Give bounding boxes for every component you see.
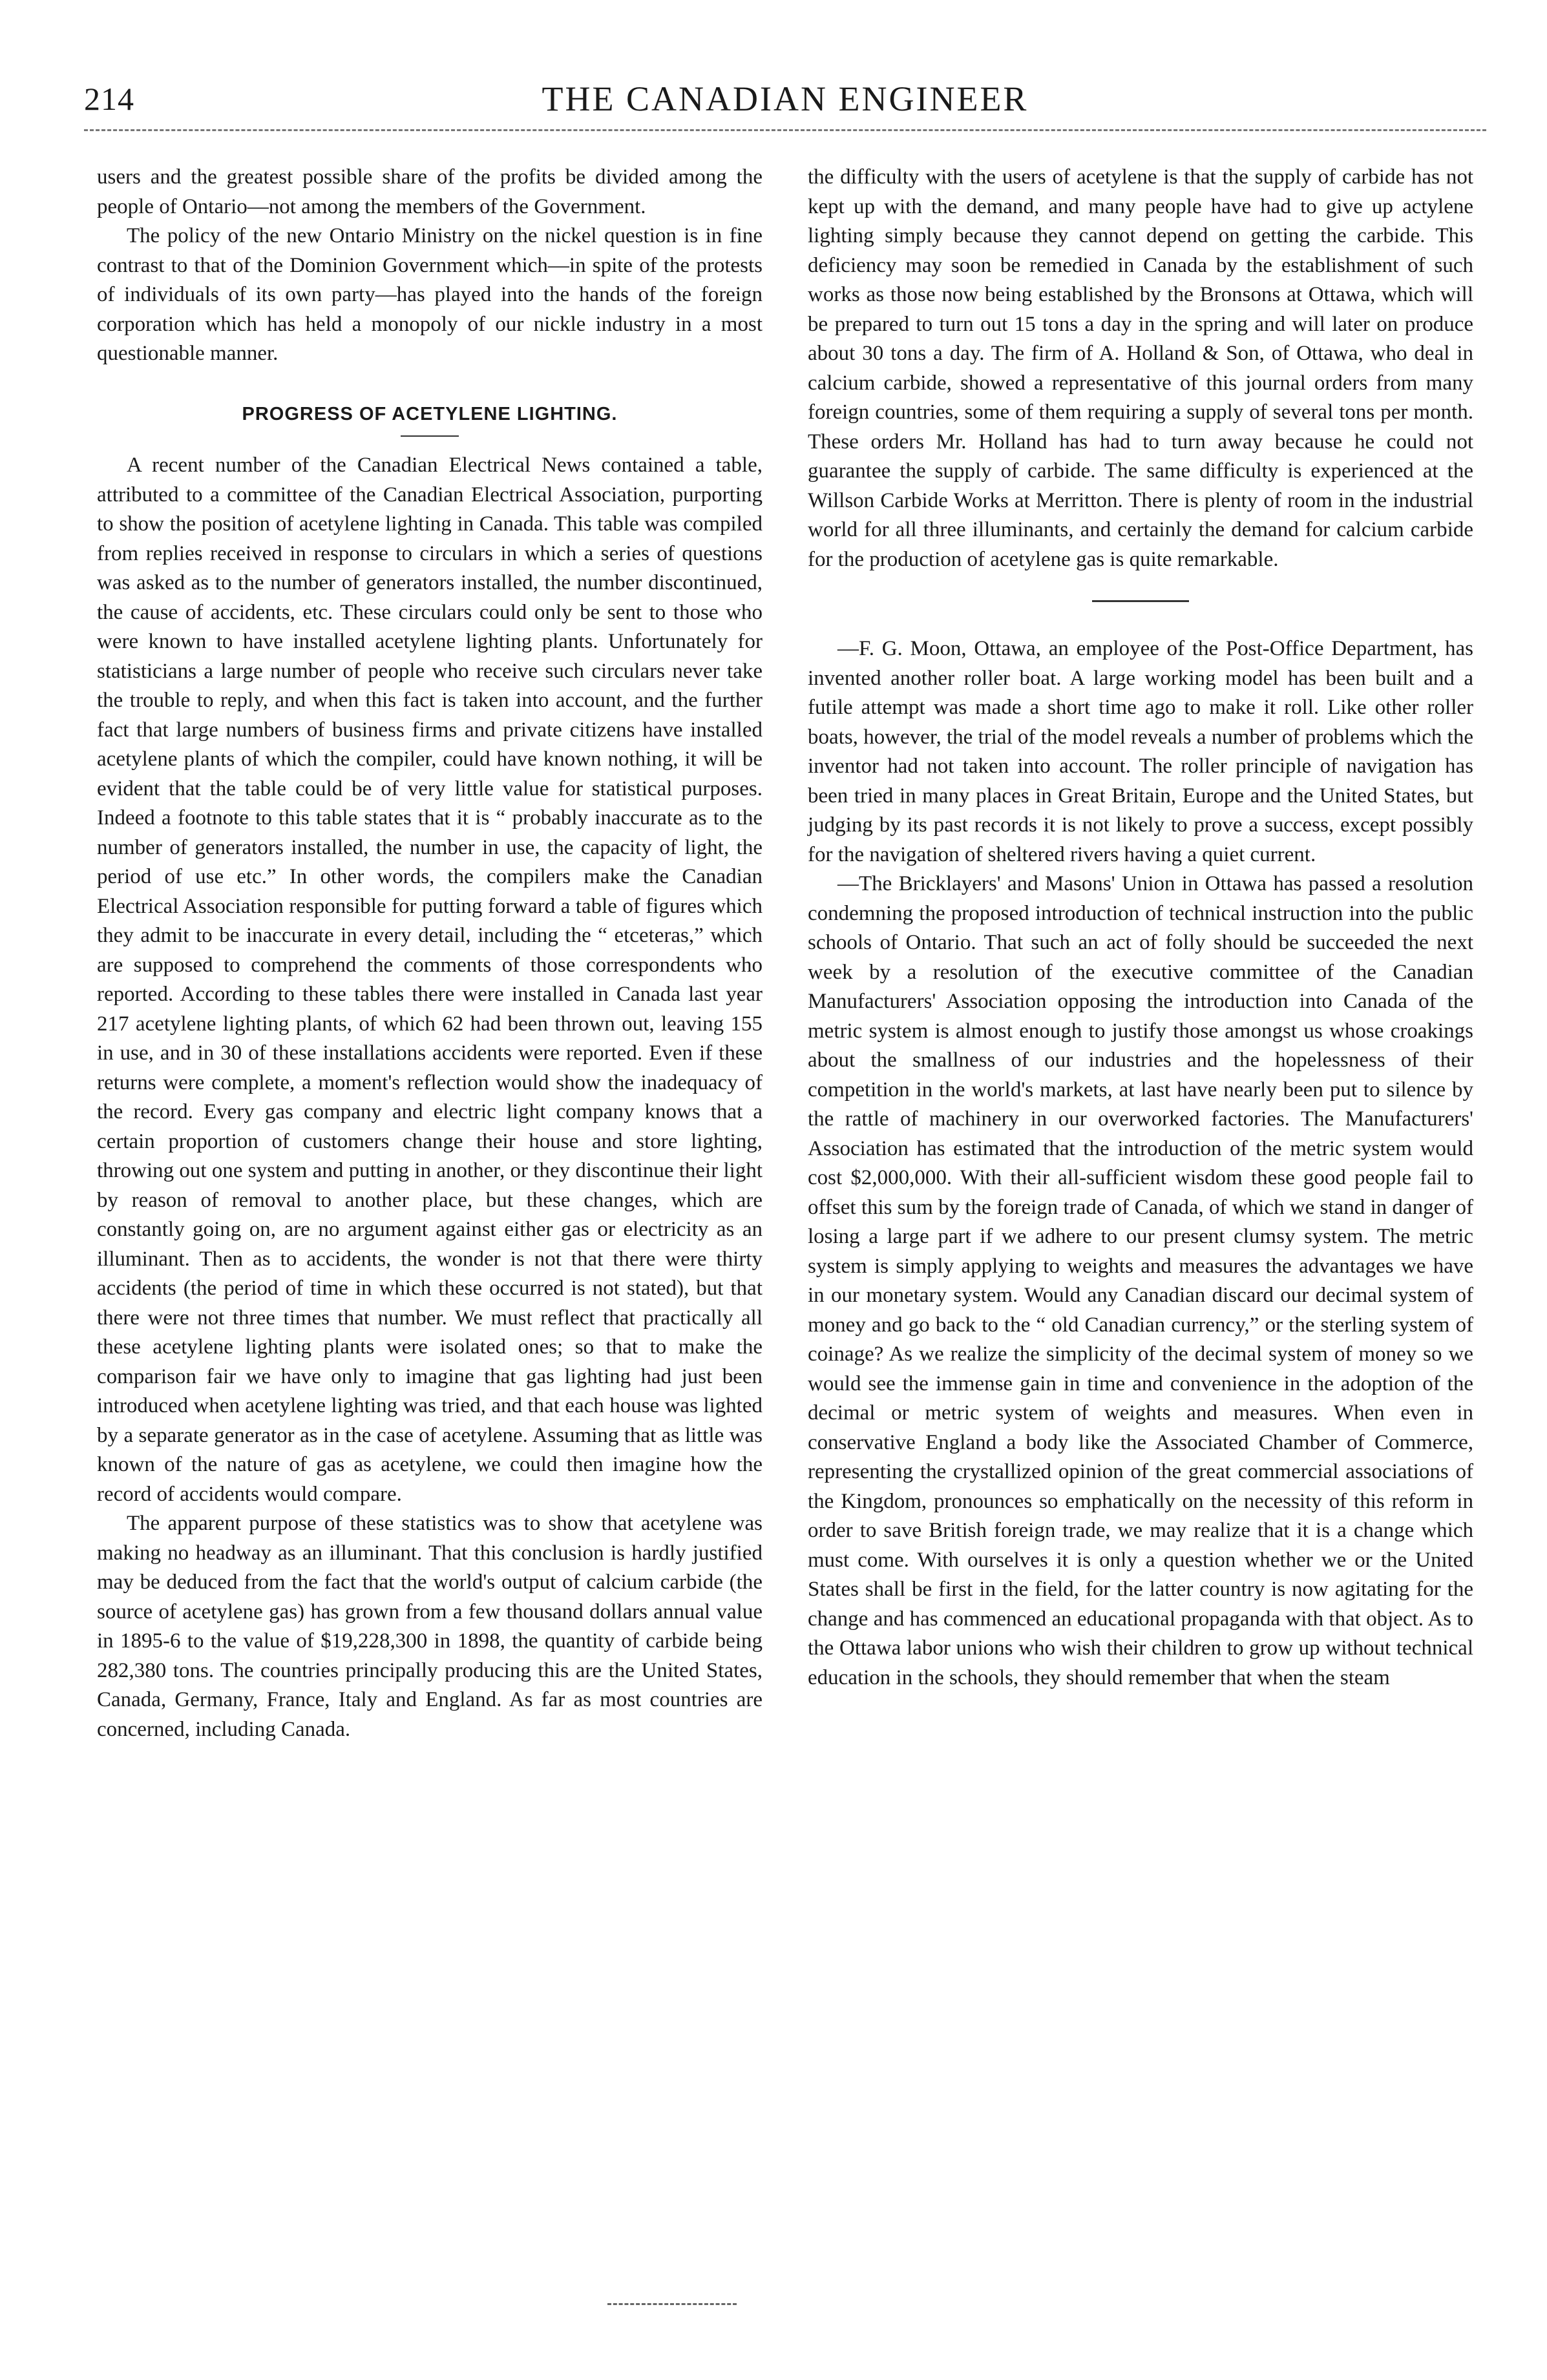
section-heading: PROGRESS OF ACETYLENE LIGHTING. [242,403,618,424]
left-column [97,163,763,1744]
footer-rule [607,2303,737,2305]
page-number: 214 [84,81,134,117]
paragraph: A recent number of the Canadian Electrical News contained a table, attributed to a committee of the Canadian Electrical Association, purporting to show the position of acetylene lighting in Canada. This table was compiled from replies received in response to circulars in which a series of questions was asked as to the number of generators installed, the number discontinued, the cause of accidents, etc. These circulars could only be sent to those who were known to have installed acetylene lighting plants. Unfortunately for statisticians a large number of people who receive such circulars never take the trouble to reply, and when this fact is taken into account, and the further fact that large numbers of business firms and private citizens have installed acetylene plants of which the compiler, could have known nothing, it will be evident that the table could be of very little value for statistical purposes. Indeed a footnote to this table states that it is “ probably inaccurate as to the number of generators installed, the number in use, the capacity of light, the period of use etc.” In other words, the compilers make the Canadian Electrical Association responsible for putting forward a table of figures which they admit to be inaccurate in every detail, including the “ etceteras,” which are supposed to comprehend the comments of those correspondents who reported. According to these tables there were installed in Canada last year 217 acetylene lighting plants, of which 62 had been thrown out, leaving 155 in use, and in 30 of these installations accidents were reported. Even if these returns were complete, a moment's reflection would show the inadequacy of the record. Every gas company and electric light company knows that a certain proportion of customers change their house and store lighting, throwing out one system and putting in another, or they discontinue their light by reason of removal to another place, but these changes, which are constantly going on, are no argument against either gas or electricity as an illuminant. Then as to accidents, the wonder is not that there were thirty accidents (the period of time in which these occurred is not stated), but that there were not three times that number. We must reflect that practically all these acetylene lighting plants were isolated ones; so that to make the comparison fair we have only to imagine that gas lighting had just been introduced when acetylene lighting was tried, and that each house was lighted by a separate generator as in the case of acetylene. Assuming that as little was known of the nature of gas as acetylene, we could then imagine how the record of accidents would compare. [97,454,763,1506]
section-divider [1092,600,1189,602]
paragraph: users and the greatest possible share of the profits be divided among the people of Ontario—not among the members of the Government. [97,165,763,218]
right-column [808,163,1473,1693]
paragraph: —F. G. Moon, Ottawa, an employee of the Post-Office Department, has invented another roller boat. A large working model has been built and a futile attempt was made a short time ago to make it roll. Like other roller boats, however, the trial of the model reveals a number of problems which the inventor had not taken into account. The roller principle of navigation has been tried in many places in Great Britain, Europe and the United States, but judging by its past records it is not likely to prove a success, except possibly for the navigation of sheltered rivers having a quiet current. [808,637,1473,866]
paragraph: The apparent purpose of these statistics was to show that acetylene was making no headway as an illuminant. That this conclusion is hardly justified may be deduced from the fact that the world's output of calcium carbide (the source of acetylene gas) has grown from a few thousand dollars annual value in 1895-6 to the value of $19,228,300 in 1898, the quantity of carbide being 282,380 tons. The countries principally producing this are the United States, Canada, Germany, France, Italy and England. As far as most countries are concerned, including Canada. [97,1512,763,1741]
page-header [84,76,1486,128]
header-rule [84,129,1486,131]
paragraph: —The Bricklayers' and Masons' Union in Ottawa has passed a resolution condemning the proposed introduction of technical instruction into the public schools of Ontario. That such an act of folly should be succeeded the next week by a resolution of the executive committee of the Canadian Manufacturers' Association opposing the introduction into Canada of the metric system is almost enough to justify those amongst us whose croakings about the smallness of our industries and the hopelessness of their competition in the world's markets, at last have nearly been put to silence by the rattle of machinery in our overworked factories. The Manufacturers' Association has estimated that the introduction of the metric system would cost $2,000,000. With their all-sufficient wisdom these good people fail to offset this sum by the foreign trade of Canada, of which we stand in danger of losing a large part if we adhere to our present clumsy system. The metric system is simply applying to weights and measures the advantages we have in our monetary system. Would any Canadian discard our decimal system of money and go back to the “ old Canadian currency,” or the sterling system of coinage? As we realize the simplicity of the decimal system of money so we would see the immense gain in time and convenience in the adoption of the decimal or metric system of weights and measures. When even in conservative England a body like the Associated Chamber of Commerce, representing the crystallized opinion of the great commercial associations of the Kingdom, pronounces so emphatically on the necessity of this reform in order to save British foreign trade, we may realize that it is a change which must come. With ourselves it is only a question whether we or the United States shall be first in the field, for the latter country is now agitating for the change and has commenced an educational propaganda with that object. As to the Ottawa labor unions who wish their children to grow up without technical education in the schools, they should remember that when the steam [808,872,1473,1689]
heading-rule [401,435,459,437]
running-title: THE CANADIAN ENGINEER [542,79,1029,118]
paragraph: The policy of the new Ontario Ministry on the nickel question is in fine contrast to that of the Dominion Government which—in spite of the protests of individuals of its own party—has played into the hands of the foreign corporation which has held a monopoly of our nickle industry in a most questionable manner. [97,224,763,365]
paragraph: the difficulty with the users of acetylene is that the supply of carbide has not kept up with the demand, and many people have had to give up actylene lighting simply because they cannot depend on getting the carbide. This deficiency may soon be remedied in Canada by the establishment of such works as those now being established by the Bronsons at Ottawa, which will be prepared to turn out 15 tons a day in the spring and will later on produce about 30 tons a day. The firm of A. Holland & Son, of Ottawa, who deal in calcium carbide, showed a representative of this journal orders from many foreign countries, some of them requiring a supply of several tons per month. These orders Mr. Holland has had to turn away because he could not guarantee the supply of carbide. The same difficulty is experienced at the Willson Carbide Works at Merritton. There is plenty of room in the industrial world for all three illuminants, and certainly the demand for calcium carbide for the production of acetylene gas is quite remarkable. [808,165,1473,571]
